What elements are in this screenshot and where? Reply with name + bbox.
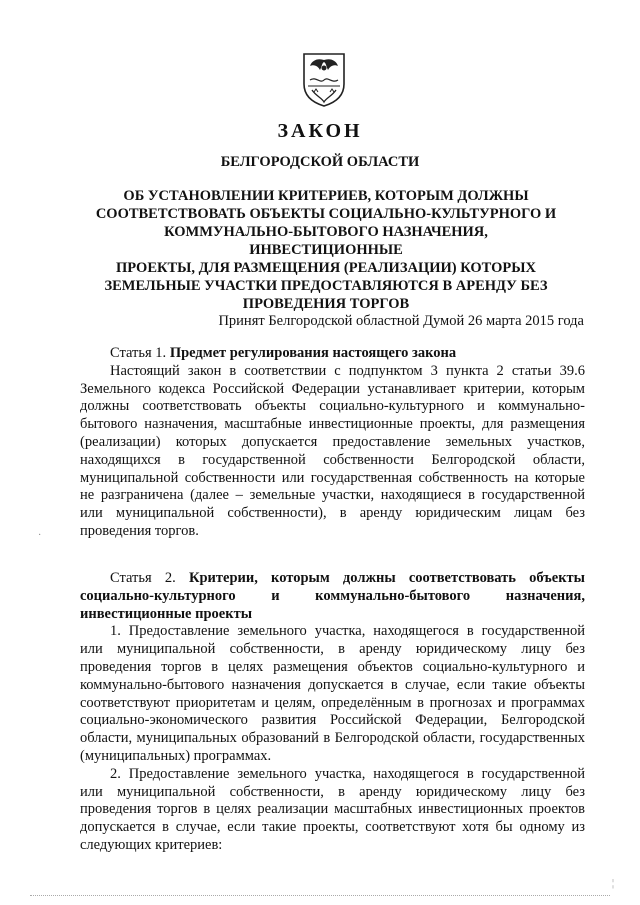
subject-line: СООТВЕТСТВОВАТЬ ОБЪЕКТЫ СОЦИАЛЬНО-КУЛЬТУРНОГО И <box>95 206 557 222</box>
adoption-note: Принят Белгородской областной Думой 26 марта 2015 года <box>218 313 584 329</box>
subject-line: ЗЕМЕЛЬНЫЕ УЧАСТКИ ПРЕДОСТАВЛЯЮТСЯ В АРЕНДУ БЕЗ <box>104 278 548 294</box>
article-paragraph: 1. Предоставление земельного участка, находящегося в государственной или муниципальной собственности, в аренду юридическому лицу без проведения торгов в целях размещения объектов социально-культурного и коммунально-бытового назначения допускается в случае, если такие объекты соответствуют приоритетам и целям, определённым в прогнозах и программах социально-экономического развития Российской Федерации, Белгородской области, муниципальных образований в Белгородской области, государственных (муниципальных) программах. <box>80 623 585 764</box>
article-1 <box>80 345 585 541</box>
scan-edge-divider <box>30 895 610 899</box>
subject-line: ОБ УСТАНОВЛЕНИИ КРИТЕРИЕВ, КОТОРЫМ ДОЛЖНЫ <box>123 188 529 204</box>
subject-line: ПРОЕКТЫ, ДЛЯ РАЗМЕЩЕНИЯ (РЕАЛИЗАЦИИ) КОТОРЫХ <box>115 260 536 276</box>
article-prefix: Статья 2. <box>110 570 189 586</box>
article-paragraph: Настоящий закон в соответствии с подпунктом 3 пункта 2 статьи 39.6 Земельного кодекса Российской Федерации устанавливает критерии, которым должны соответствовать объекты социально-культурного и коммунально-бытового назначения, масштабные инвестиционные проекты, для размещения (реализации) которых допускается предоставление земельных участков, находящихся в государственной собственности Белгородской области, муниципальной собственности или государственная собственность на которые не разграничена (далее – земельные участки, находящиеся в государственной или муниципальной собственности), в аренду юридическим лицам без проведения торгов. <box>80 362 585 539</box>
article-heading <box>80 570 585 623</box>
law-title: ЗАКОН <box>277 120 363 142</box>
article-prefix: Статья 1. <box>110 345 170 361</box>
scan-mark: · <box>38 530 42 541</box>
subject-line: КОММУНАЛЬНО-БЫТОВОГО НАЗНАЧЕНИЯ, ИНВЕСТИЦИОННЫЕ <box>164 224 488 258</box>
article-title: Критерии, которым должны соответствовать объекты социально-культурного и коммунально-бытового назначения, инвестиционные проекты <box>80 570 585 622</box>
scan-mark: ¦ <box>612 878 615 889</box>
subject-line: ПРОВЕДЕНИЯ ТОРГОВ <box>242 296 410 312</box>
belgorod-coat-of-arms-icon <box>300 50 348 108</box>
article-title: Предмет регулирования настоящего закона <box>169 345 457 361</box>
law-subject <box>86 187 566 313</box>
article-paragraph: 2. Предоставление земельного участка, находящегося в государственной или муниципальной собственности, в аренду юридическому лицу без проведения торгов в целях реализации масштабных инвестиционных проектов допускается в случае, если такие проекты, соответствуют хотя бы одному из следующих критериев: <box>80 765 585 853</box>
article-heading <box>80 345 585 363</box>
article-2 <box>80 570 585 855</box>
region-title: БЕЛГОРОДСКОЙ ОБЛАСТИ <box>220 154 420 170</box>
